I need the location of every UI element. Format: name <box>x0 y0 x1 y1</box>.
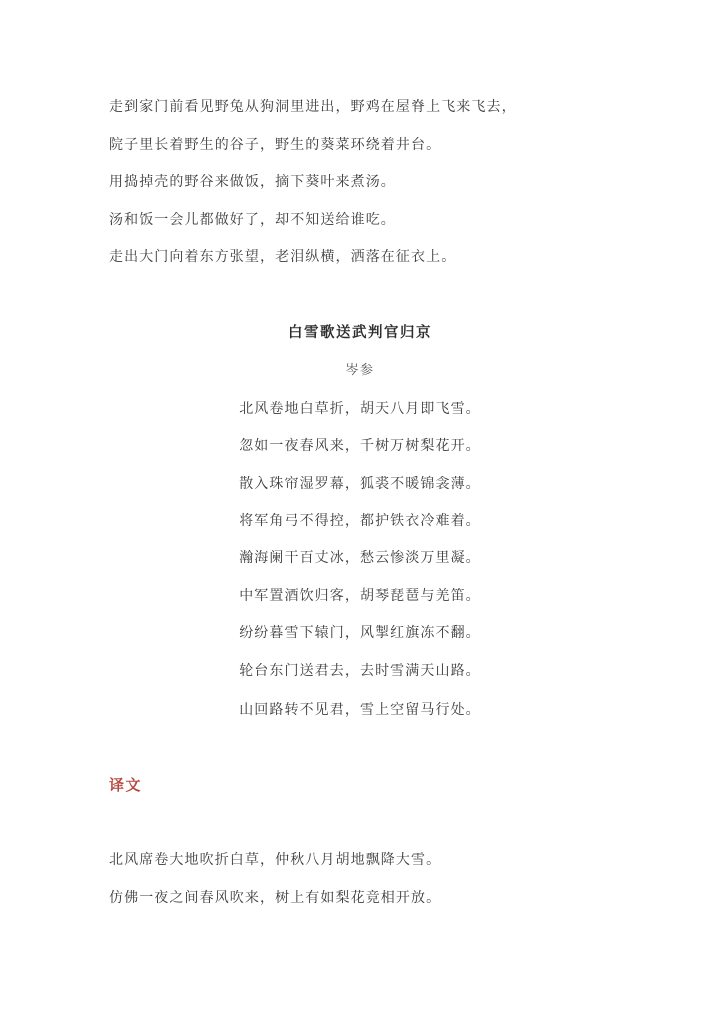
poem-line-9: 山回路转不见君，雪上空留马行处。 <box>239 702 481 718</box>
poem-title: 白雪歌送武判官归京 <box>288 325 432 341</box>
poem-line-2: 忽如一夜春风来，千树万树梨花开。 <box>239 438 481 454</box>
translation-line-2: 院子里长着野生的谷子，野生的葵菜环绕着井台。 <box>109 137 442 153</box>
translation-line-5: 走出大门向着东方张望，老泪纵横，洒落在征衣上。 <box>109 249 457 265</box>
translation-line-4: 汤和饭一会儿都做好了，却不知送给谁吃。 <box>109 212 396 228</box>
poem-line-6: 中军置酒饮归客，胡琴琵琶与羌笛。 <box>239 588 481 604</box>
translation-section-line-1: 北风席卷大地吹折白草，仲秋八月胡地飘降大雪。 <box>109 852 442 868</box>
translation-heading: 译文 <box>109 776 143 794</box>
poem-line-3: 散入珠帘湿罗幕，狐裘不暖锦衾薄。 <box>239 476 481 492</box>
poem-line-8: 轮台东门送君去，去时雪满天山路。 <box>239 663 481 679</box>
translation-line-1: 走到家门前看见野兔从狗洞里进出，野鸡在屋脊上飞来飞去， <box>109 99 517 115</box>
poem-line-1: 北风卷地白草折，胡天八月即飞雪。 <box>239 401 481 417</box>
translation-section-line-2: 仿佛一夜之间春风吹来，树上有如梨花竞相开放。 <box>109 890 442 906</box>
poem-line-7: 纷纷暮雪下辕门，风掣红旗冻不翻。 <box>239 625 481 641</box>
poem-line-5: 瀚海阑干百丈冰，愁云惨淡万里凝。 <box>239 550 481 566</box>
translation-line-3: 用捣掉壳的野谷来做饭，摘下葵叶来煮汤。 <box>109 174 396 190</box>
poem-line-4: 将军角弓不得控，都护铁衣冷难着。 <box>239 513 481 529</box>
poem-author: 岑参 <box>345 363 375 378</box>
